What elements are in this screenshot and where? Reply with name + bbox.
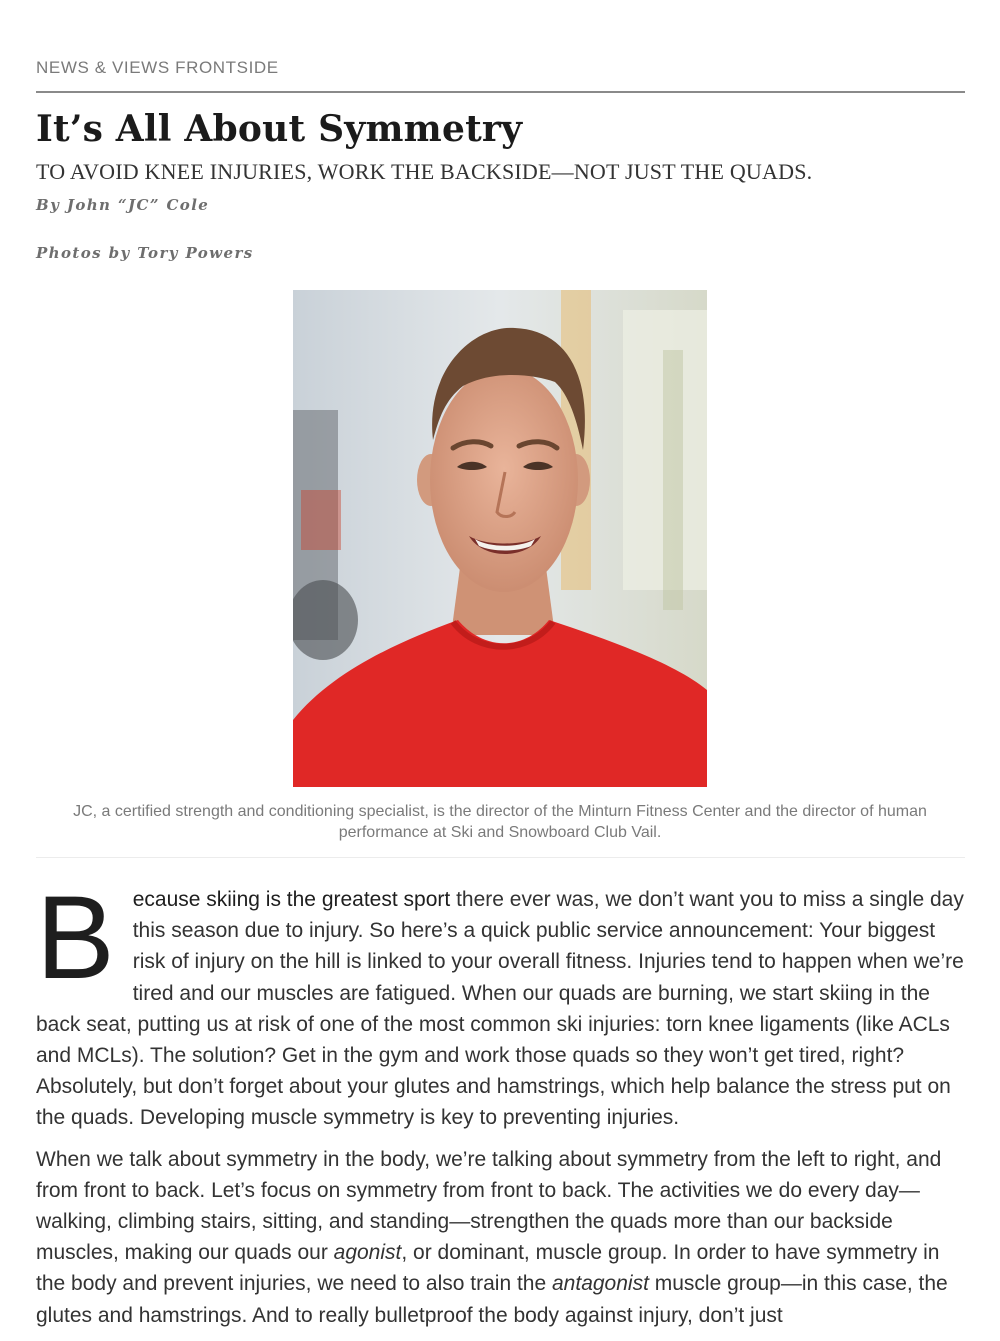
author-portrait-photo [293,290,707,787]
section-divider [36,91,965,93]
article-body [36,872,966,1341]
author-byline: By John “JC” Cole [36,196,210,214]
paragraph-text: , or dominant, muscle group. In order to have symmetry in the body and prevent injuries, we need to also train the [36,1241,940,1296]
caption-divider [36,857,965,858]
section-label[interactable]: NEWS & VIEWS FRONTSIDE [36,58,279,77]
article-headline: It’s All About Symmetry [36,108,523,150]
body-paragraph [36,872,966,1134]
lede-text: ecause skiing is the greatest sport [132,888,451,911]
paragraph-text: muscle group—in this case, the glutes and hamstrings. And to really bulletproof the body against injury, don’t just [36,1272,948,1327]
body-paragraph [36,1144,966,1331]
photo-credit: Photos by Tory Powers [36,244,254,262]
photo-caption: JC, a certified strength and conditioning specialist, is the director of the Minturn Fitness Center and the director of human performance at Ski and Snowboard Club Vail. [73,803,927,841]
emphasis-term: agonist [333,1241,402,1265]
paragraph-text: there ever was, we don’t want you to miss a single day this season due to injury. So here’s a quick public service announcement: Your biggest risk of injury on the hill is linked to your overall fitness. Injuries tend to happen when we’re tired and our muscles are fatigued. When our quads are burning, we start skiing in the back seat, putting us at risk of one of the most common ski injuries: torn knee ligaments (like ACLs and MCLs). The solution? Get in the gym and work those quads so they won’t get tired, right? Absolutely, but don’t forget about your glutes and hamstrings, which help balance the stress put on the quads. Developing muscle symmetry is key to preventing injuries. [36,888,964,1130]
paragraph-text: When we talk about symmetry in the body, we’re talking about symmetry from the left to right, and from front to back. Let’s focus on symmetry from front to back. The activities we do every day—walking, climbing stairs, sitting, and standing—strengthen the quads more than our backside muscles, making our quads our [36,1147,942,1265]
emphasis-term: antagonist [552,1272,649,1296]
article-subheadline: TO AVOID KNEE INJURIES, WORK THE BACKSIDE—NOT JUST THE QUADS. [36,159,813,184]
drop-cap: B [36,872,115,1004]
